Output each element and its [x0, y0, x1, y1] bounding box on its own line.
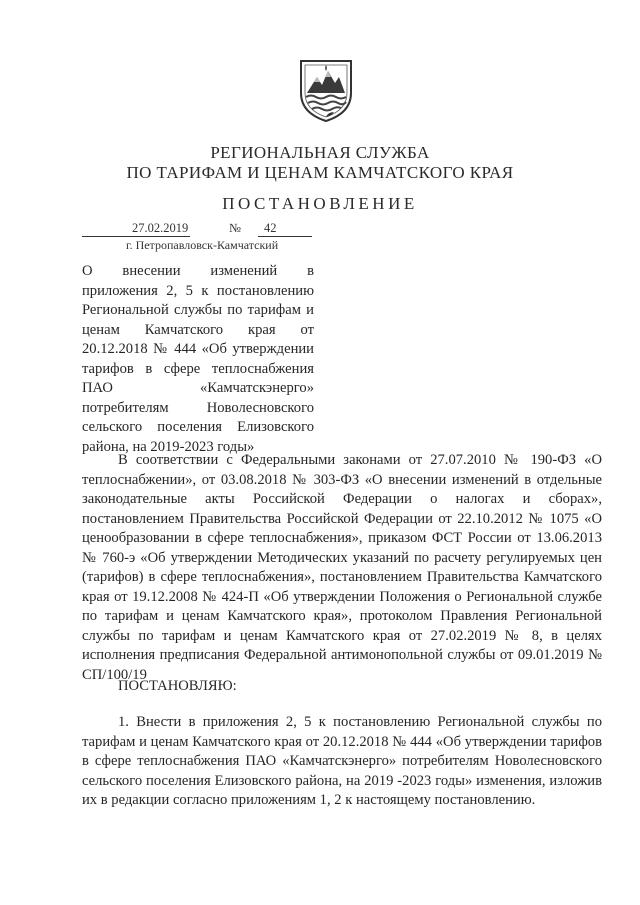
- document-subject: О внесении изменений в приложения 2, 5 к постановлению Региональной службы по тарифам и ценам Камчатского края от 20.12.2018 № 444 «Об утверждении тарифов в сфере теплоснабжения ПАО «Камчатскэнерго» потребителям Новолесновского сельского поселения Елизовского района, на 2019-2023 годы»: [82, 263, 314, 455]
- date-underline: [82, 236, 190, 237]
- document-number: 42: [264, 221, 277, 235]
- decree-word: ПОСТАНОВЛЯЮ:: [118, 678, 237, 694]
- decree-item-1: 1. Внести в приложения 2, 5 к постановлению Региональной службы по тарифам и ценам Камчатского края от 20.12.2018 № 444 «Об утверждении тарифов в сфере теплоснабжения ПАО «Камчатскэнерго» потребителям Новолесновского сельского поселения Елизовского района, на 2019 -2023 годы» изменения, изложив их в редакции согласно приложениям 1, 2 к настоящему постановлению.: [82, 714, 602, 808]
- document-date: 27.02.2019: [132, 221, 189, 235]
- kamchatka-coat-of-arms-icon: [297, 55, 355, 123]
- number-label: №: [229, 221, 241, 235]
- document-type-heading: ПОСТАНОВЛЕНИЕ: [222, 194, 418, 213]
- preamble-paragraph: В соответствии с Федеральными законами от 27.07.2010 № 190-ФЗ «О теплоснабжении», от 03.08.2018 № 303-ФЗ «О внесении изменений в отдельные законодательные акты Российской Федерации о налогах и сборах», постановлением Правительства Российской Федерации от 22.10.2012 № 1075 «О ценообразовании в сфере теплоснабжения», приказом ФСТ России от 13.06.2013 № 760-э «Об утверждении Методических указаний по расчету регулируемых цен (тарифов) в сфере теплоснабжения», постановлением Правительства Камчатского края от 19.12.2008 № 424-П «Об утверждении Положения о Региональной службе по тарифам и ценам Камчатского края», протоколом Правления Региональной службы по тарифам и ценам Камчатского края от 27.02.2019 № 8, в целях исполнения предписания Федеральной антимонопольной службы от 09.01.2019 № СП/100/19: [82, 452, 602, 683]
- org-name-line-2: ПО ТАРИФАМ И ЦЕНАМ КАМЧАТСКОГО КРАЯ: [126, 163, 514, 182]
- org-name-line-1: РЕГИОНАЛЬНАЯ СЛУЖБА: [210, 143, 430, 162]
- number-underline: [258, 236, 312, 237]
- document-city: г. Петропавловск-Камчатский: [126, 238, 279, 252]
